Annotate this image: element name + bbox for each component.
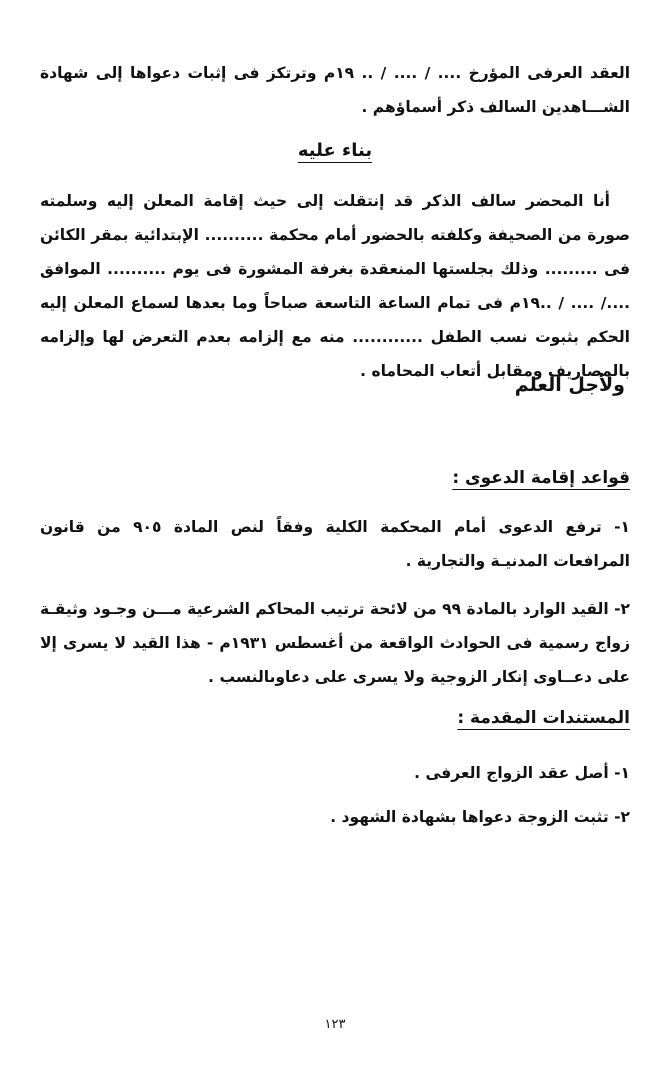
document-item-1: ١- أصل عقد الزواج العرفى .: [414, 764, 630, 782]
section-title: [0, 140, 670, 161]
body-paragraph: أنا المحضر سالف الذكر قد إنتقلت إلى حيث إقامة المعلن إليه وسلمته صورة من الصحيفة وكلفته بالحضور أمام محكمة .......... الإبتدائية بمقر الكائن فى ......... وذلك بجلستها المنعقدة بغرفة المشورة فى يوم .......... الموافق ..../ .... / ..١٩م فى تمام الساعة التاسعة صباحاً وما بعدها لسماع المعلن إليه الحكم بثبوت نسب الطفل ............ منه مع إلزامه بعدم التعرض لها وإلزامه بالمصاريف ومقابل أتعاب المحاماه .: [40, 192, 630, 380]
closing-phrase: ولأجل العلم: [514, 374, 625, 396]
rule-item-1: ١- ترفع الدعوى أمام المحكمة الكلية وفقاً لنص المادة ٩٠٥ من قانون المرافعات المدنيـة والتجارية .: [40, 518, 631, 570]
section-title-text: بناء عليه: [297, 140, 373, 161]
rules-heading-text: قواعد إقامة الدعوى :: [452, 468, 630, 488]
intro-paragraph: العقد العرفى المؤرخ .... / .... / .. ١٩م وترتكز فى إثبات دعواها إلى شهادة الشـــاهدين السالف ذكر أسماؤهم .: [40, 64, 631, 116]
rules-heading: [40, 468, 630, 488]
page-number: ١٢٣: [324, 1017, 346, 1032]
documents-heading-text: المستندات المقدمة :: [457, 708, 630, 728]
document-item-2: ٢- تثبت الزوجة دعواها بشهادة الشهود .: [330, 808, 630, 826]
rule-item-2: ٢- القيد الوارد بالمادة ٩٩ من لائحة ترتيب المحاكم الشرعية مـــن وجـود وثيقـة زواج رسمية فى الحوادث الواقعة من أغسطس ١٩٣١م - هذا القيد لا يسرى إلا على دعــاوى إنكار الزوجية ولا يسرى على دعاوىالنسب .: [40, 600, 630, 686]
documents-heading: [40, 708, 630, 728]
